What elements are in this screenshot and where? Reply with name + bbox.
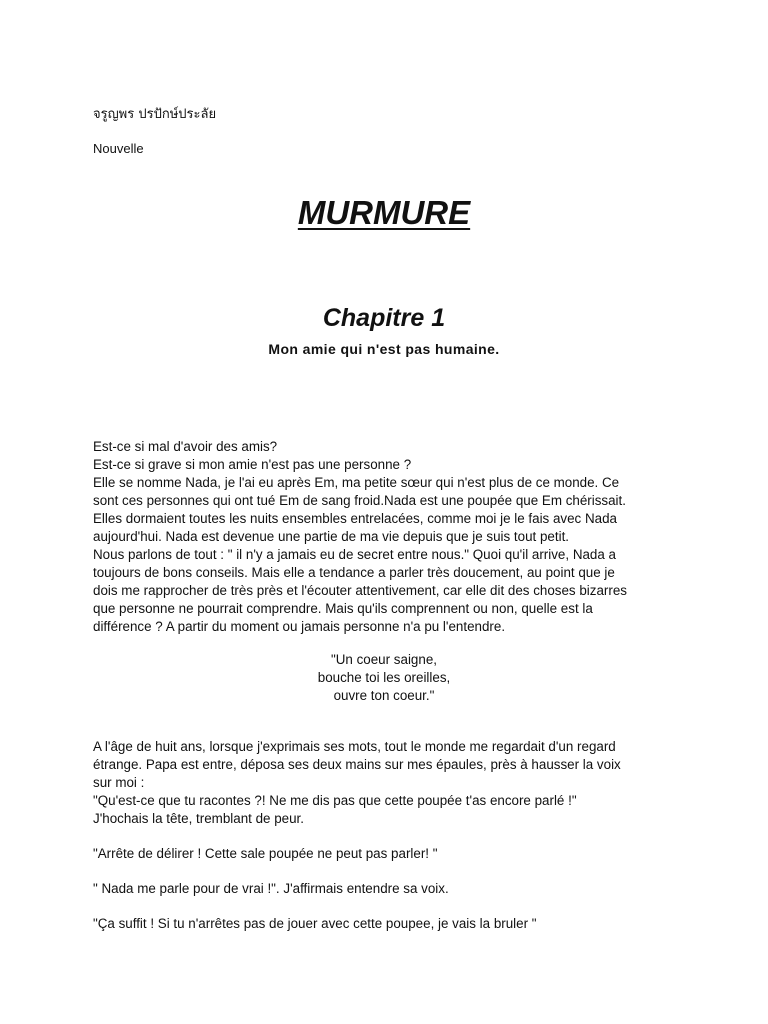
poem-line: "Un coeur saigne, bbox=[331, 652, 437, 667]
poem-block bbox=[0, 651, 768, 705]
text-line: aujourd'hui. Nada est devenue une partie de ma vie depuis que je suis tout petit. bbox=[93, 529, 570, 544]
dialogue-line: " Nada me parle pour de vrai !". J'affirmais entendre sa voix. bbox=[93, 881, 449, 896]
poem-line: bouche toi les oreilles, bbox=[317, 670, 451, 685]
poem-line: ouvre ton coeur." bbox=[333, 688, 435, 703]
text-line: Nous parlons de tout : " il n'y a jamais eu de secret entre nous." Quoi qu'il arrive, Nada a bbox=[93, 547, 616, 562]
chapter-subtitle: Mon amie qui n'est pas humaine. bbox=[268, 341, 500, 357]
book-title: MURMURE bbox=[297, 194, 471, 231]
text-line: toujours de bons conseils. Mais elle a tendance a parler très doucement, au point que je bbox=[93, 565, 615, 580]
dialogue-line: "Arrête de délirer ! Cette sale poupée ne peut pas parler! " bbox=[93, 846, 438, 861]
text-line: dois me rapprocher de très près et l'écouter attentivement, car elle dit des choses bizarres bbox=[93, 583, 627, 598]
text-line: Elles dormaient toutes les nuits ensembles entrelacées, comme moi je le fais avec Nada bbox=[93, 511, 617, 526]
text-line: sur moi : bbox=[93, 775, 145, 790]
author-name: จรูญพร ปรปักษ์ประลัย bbox=[93, 107, 217, 122]
paragraph-1 bbox=[93, 438, 683, 636]
text-line: Est-ce si grave si mon amie n'est pas une personne ? bbox=[93, 457, 412, 472]
text-line: "Qu'est-ce que tu racontes ?! Ne me dis pas que cette poupée t'as encore parlé !" bbox=[93, 793, 577, 808]
chapter-heading: Chapitre 1 bbox=[322, 304, 446, 332]
text-line: que personne ne pourrait comprendre. Mais qu'ils comprennent ou non, quelle est la bbox=[93, 601, 593, 616]
text-line: différence ? A partir du moment ou jamais personne n'a pu l'entendre. bbox=[93, 619, 506, 634]
dialogue-line: "Ça suffit ! Si tu n'arrêtes pas de jouer avec cette poupee, je vais la bruler " bbox=[93, 916, 537, 931]
text-line: Est-ce si mal d'avoir des amis? bbox=[93, 439, 278, 454]
text-line: Elle se nomme Nada, je l'ai eu après Em, ma petite sœur qui n'est plus de ce monde. Ce bbox=[93, 475, 620, 490]
text-line: A l'âge de huit ans, lorsque j'exprimais ses mots, tout le monde me regardait d'un regard bbox=[93, 739, 616, 754]
paragraph-2 bbox=[93, 738, 683, 828]
text-line: sont ces personnes qui ont tué Em de sang froid.Nada est une poupée que Em chérissait. bbox=[93, 493, 626, 508]
text-line: étrange. Papa est entre, déposa ses deux mains sur mes épaules, près à hausser la voix bbox=[93, 757, 621, 772]
text-line: J'hochais la tête, tremblant de peur. bbox=[93, 811, 304, 826]
genre-label: Nouvelle bbox=[93, 141, 144, 156]
